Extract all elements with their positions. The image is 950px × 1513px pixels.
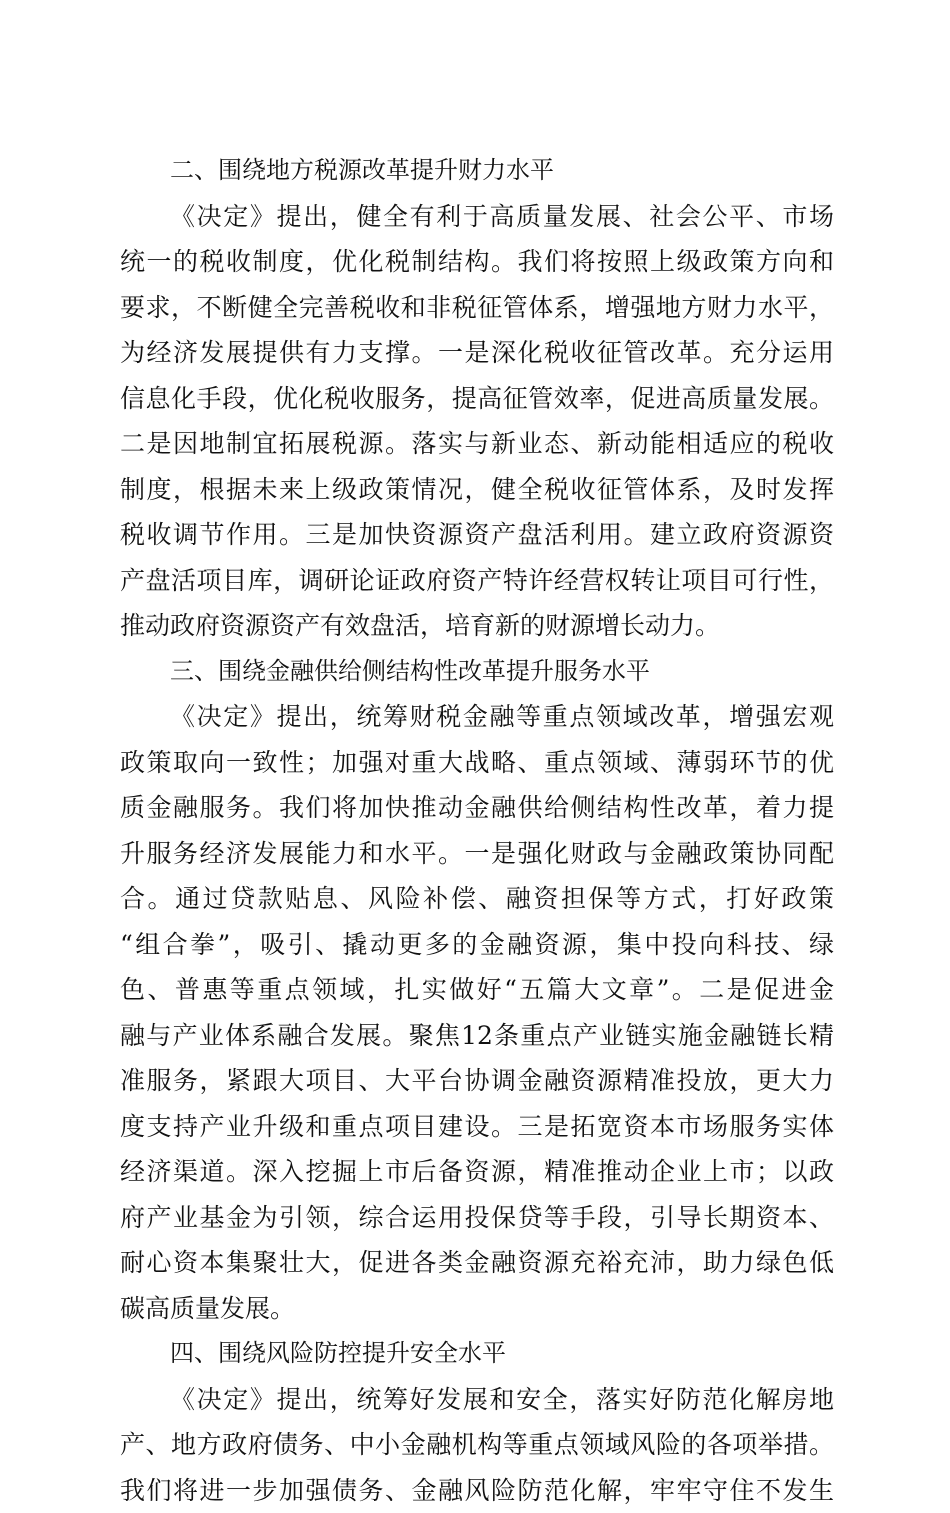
paragraph-line: “组合拳”，吸引、撬动更多的金融资源，集中投向科技、绿	[120, 922, 834, 968]
section-paragraph-finance	[120, 694, 834, 1331]
paragraph-line: 要求，不断健全完善税收和非税征管体系，增强地方财力水平，	[120, 285, 834, 331]
paragraph-line: 色、普惠等重点领域，扎实做好“五篇大文章”。二是促进金	[120, 967, 834, 1013]
paragraph-line: 税收调节作用。三是加快资源资产盘活利用。建立政府资源资	[120, 512, 834, 558]
paragraph-line: 质金融服务。我们将加快推动金融供给侧结构性改革，着力提	[120, 785, 834, 831]
paragraph-line: 政策取向一致性；加强对重大战略、重点领域、薄弱环节的优	[120, 740, 834, 786]
document-body	[120, 148, 834, 1513]
paragraph-line: 融与产业体系融合发展。聚焦12条重点产业链实施金融链长精	[120, 1013, 834, 1059]
paragraph-line: 产、地方政府债务、中小金融机构等重点领域风险的各项举措。	[120, 1422, 834, 1468]
section-heading-finance: 三、围绕金融供给侧结构性改革提升服务水平	[120, 649, 834, 695]
paragraph-line: 二是因地制宜拓展税源。落实与新业态、新动能相适应的税收	[120, 421, 834, 467]
paragraph-line: 府产业基金为引领，综合运用投保贷等手段，引导长期资本、	[120, 1195, 834, 1241]
paragraph-line: 《决定》提出，统筹好发展和安全，落实好防范化解房地	[120, 1377, 834, 1423]
paragraph-line: 信息化手段，优化税收服务，提高征管效率，促进高质量发展。	[120, 376, 834, 422]
paragraph-line: 度支持产业升级和重点项目建设。三是拓宽资本市场服务实体	[120, 1104, 834, 1150]
paragraph-line: 升服务经济发展能力和水平。一是强化财政与金融政策协同配	[120, 831, 834, 877]
paragraph-line: 制度，根据未来上级政策情况，健全税收征管体系，及时发挥	[120, 467, 834, 513]
paragraph-line: 耐心资本集聚壮大，促进各类金融资源充裕充沛，助力绿色低	[120, 1240, 834, 1286]
paragraph-line: 碳高质量发展。	[120, 1286, 834, 1332]
section-heading-tax: 二、围绕地方税源改革提升财力水平	[120, 148, 834, 194]
paragraph-line: 合。通过贷款贴息、风险补偿、融资担保等方式，打好政策	[120, 876, 834, 922]
paragraph-line: 《决定》提出，健全有利于高质量发展、社会公平、市场	[120, 194, 834, 240]
paragraph-line: 准服务，紧跟大项目、大平台协调金融资源精准投放，更大力	[120, 1058, 834, 1104]
paragraph-line: 《决定》提出，统筹财税金融等重点领域改革，增强宏观	[120, 694, 834, 740]
paragraph-line: 推动政府资源资产有效盘活，培育新的财源增长动力。	[120, 603, 834, 649]
section-paragraph-risk	[120, 1377, 834, 1513]
paragraph-line: 经济渠道。深入挖掘上市后备资源，精准推动企业上市；以政	[120, 1149, 834, 1195]
section-heading-risk: 四、围绕风险防控提升安全水平	[120, 1331, 834, 1377]
section-paragraph-tax	[120, 194, 834, 649]
paragraph-line: 为经济发展提供有力支撑。一是深化税收征管改革。充分运用	[120, 330, 834, 376]
paragraph-line: 统一的税收制度，优化税制结构。我们将按照上级政策方向和	[120, 239, 834, 285]
paragraph-line: 产盘活项目库，调研论证政府资产特许经营权转让项目可行性，	[120, 558, 834, 604]
paragraph-line: 我们将进一步加强债务、金融风险防范化解，牢牢守住不发生	[120, 1468, 834, 1513]
